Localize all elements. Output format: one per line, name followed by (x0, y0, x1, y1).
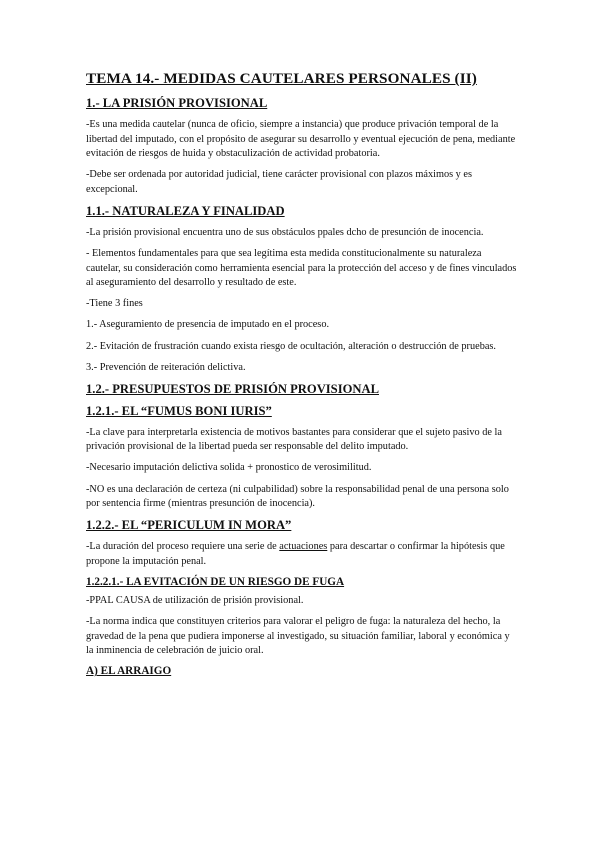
paragraph: -Es una medida cautelar (nunca de oficio, siempre a instancia) que produce privación temporal de la libertad del imputado, con el propósito de asegurar su desarrollo y eventual ejecución de pena, mediante evitación de riesgos de huida y obstaculización de actividad probatoria. (86, 119, 516, 160)
paragraph (86, 540, 518, 569)
section-heading-arraigo: A) EL ARRAIGO (86, 665, 172, 678)
paragraph-text: -La duración del proceso requiere una serie de (86, 541, 280, 553)
paragraph: -Tiene 3 fines (86, 298, 143, 310)
paragraph: -PPAL CAUSA de utilización de prisión provisional. (86, 594, 304, 606)
actuaciones-link[interactable]: actuaciones (279, 541, 328, 553)
paragraph: -NO es una declaración de certeza (ni culpabilidad) sobre la responsabilidad penal de una persona solo por sentencia firme (mientras presunción de inocencia). (86, 483, 509, 510)
section-heading-fumus: 1.2.1.- EL “FUMUS BONI IURIS” (86, 403, 272, 418)
list-item: 3.- Prevención de reiteración delictiva. (86, 361, 246, 373)
paragraph: -La prisión provisional encuentra uno de sus obstáculos ppales dcho de presunción de inocencia. (86, 226, 484, 238)
list-item: 1.- Aseguramiento de presencia de imputado en el proceso. (86, 319, 330, 331)
section-heading-prision-provisional: 1.- LA PRISIÓN PROVISIONAL (86, 96, 268, 110)
paragraph: -La norma indica que constituyen criterios para valorar el peligro de fuga: la naturaleza del hecho, la gravedad de la pena que pudiera imponerse al investigado, su situación familiar, laboral y económica y la inminencia de celebración de juicio oral. (86, 615, 510, 657)
section-heading-presupuestos: 1.2.- PRESUPUESTOS DE PRISIÓN PROVISIONAL (86, 381, 379, 396)
document-title: TEMA 14.- MEDIDAS CAUTELARES PERSONALES (II) (86, 70, 477, 87)
list-item: 2.- Evitación de frustración cuando exista riesgo de ocultación, alteración o destrucción de pruebas. (86, 340, 497, 352)
paragraph: -La clave para interpretarla existencia de motivos bastantes para considerar que el sujeto pasivo de la privación provisional de la libertad pueda ser responsable del delito imputado. (86, 426, 502, 453)
paragraph: - Elementos fundamentales para que sea legítima esta medida constitucionalmente su naturaleza cautelar, su consideración como herramienta esencial para la protección del acceso y de fines vinculados al aseguramiento del desarrollo y resultado de este. (86, 248, 517, 289)
paragraph: -Debe ser ordenada por autoridad judicial, tiene carácter provisional con plazos máximos y es excepcional. (86, 169, 472, 195)
paragraph-text: para descartar o confirmar la hipótesis que propone la imputación penal. (86, 541, 505, 567)
document-page (86, 70, 518, 683)
section-heading-riesgo-fuga: 1.2.2.1.- LA EVITACIÓN DE UN RIESGO DE FUGA (86, 575, 345, 588)
section-heading-periculum: 1.2.2.- EL “PERICULUM IN MORA” (86, 518, 292, 533)
paragraph: -Necesario imputación delictiva solida + pronostico de verosimilitud. (86, 462, 372, 474)
section-heading-naturaleza: 1.1.- NATURALEZA Y FINALIDAD (86, 203, 285, 218)
